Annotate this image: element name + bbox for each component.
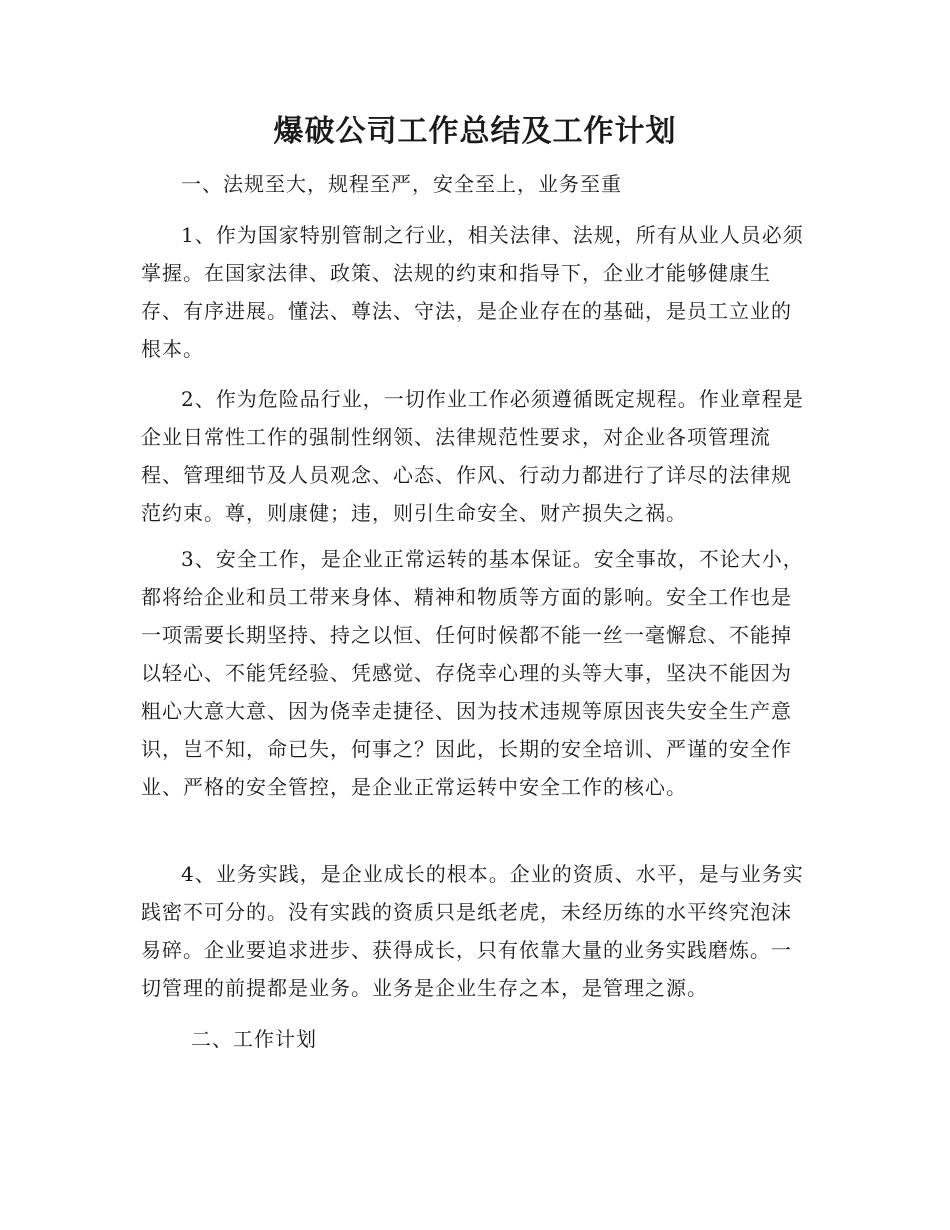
section-heading-1: 一、法规至大，规程至严，安全至上，业务至重 bbox=[181, 172, 622, 196]
paragraph-2: 2、作为危险品行业，一切作业工作必须遵循既定规程。作业章程是企业日常性工作的强制性纲领、法律规范性要求，对企业各项管理流程、管理细节及人员观念、心态、作风、行动力都进行了详尽的法律规范约束。尊，则康健；违，则引生命安全、财产损失之祸。 bbox=[141, 387, 804, 525]
document-title: 爆破公司工作总结及工作计划 bbox=[273, 114, 677, 149]
paragraph-3: 3、安全工作，是企业正常运转的基本保证。安全事故，不论大小，都将给企业和员工带来身体、精神和物质等方面的影响。安全工作也是一项需要长期坚持、持之以恒、任何时候都不能一丝一毫懈怠、不能掉以轻心、不能凭经验、凭感觉、存侥幸心理的头等大事，坚决不能因为粗心大意大意、因为侥幸走捷径、因为技术违规等原因丧失安全生产意识，岂不知，命已失，何事之？因此，长期的安全培训、严谨的安全作业、严格的安全管控，是企业正常运转中安全工作的核心。 bbox=[141, 547, 804, 799]
paragraph-4: 4、业务实践，是企业成长的根本。企业的资质、水平，是与业务实践密不可分的。没有实践的资质只是纸老虎，未经历练的水平终究泡沫易碎。企业要追求进步、获得成长，只有依靠大量的业务实践磨炼。一切管理的前提都是业务。业务是企业生存之本，是管理之源。 bbox=[141, 862, 804, 1000]
paragraph-1: 1、作为国家特别管制之行业，相关法律、法规，所有从业人员必须掌握。在国家法律、政策、法规的约束和指导下，企业才能够健康生存、有序进展。懂法、尊法、守法，是企业存在的基础，是员工立业的根本。 bbox=[141, 223, 804, 361]
section-heading-2: 二、工作计划 bbox=[191, 1027, 317, 1051]
